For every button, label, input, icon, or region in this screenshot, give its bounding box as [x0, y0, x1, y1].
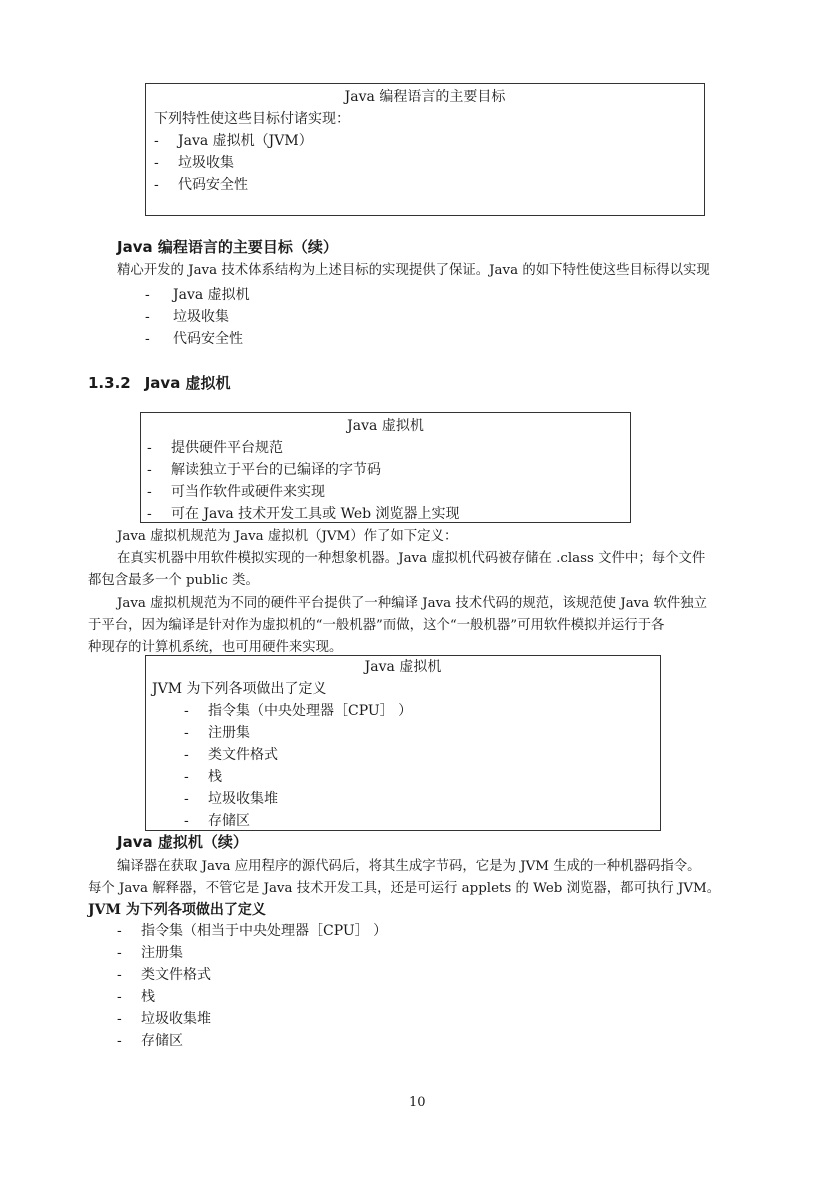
jvm-spec-intro: JVM 为下列各项做出了定义 [152, 681, 327, 697]
goals-box-title: Java 编程语言的主要目标 [344, 89, 506, 105]
jvm-spec-title: Java 虚拟机 [364, 659, 442, 675]
goals-box-intro: 下列特性使这些目标付诸实现： [154, 111, 350, 127]
goals-cont-item: - 代码安全性 [145, 328, 243, 350]
bullet-dash: - [184, 791, 189, 807]
goals-box-item: - 垃圾收集 [146, 152, 704, 174]
bullet-dash: - [184, 769, 189, 785]
jvm-def-p2-line3: 种现存的计算机系统，也可用硬件来实现。 [88, 640, 343, 655]
bullet-dash: - [117, 1011, 122, 1027]
jvm-def-intro: Java 虚拟机规范为 Java 虚拟机（JVM）作了如下定义： [117, 529, 458, 544]
jvm-cont-heading: Java 虚拟机（续） [117, 833, 248, 851]
goals-box-item: - 代码安全性 [146, 174, 704, 196]
jvm-def-p1-line1: 在真实机器中用软件模拟实现的一种想象机器。Java 虚拟机代码被存储在 .class 文件中；每个文件 [117, 551, 706, 566]
bullet-dash: - [117, 1033, 122, 1049]
bullet-dash: - [145, 309, 150, 325]
jvm-spec-item: - 存储区 [146, 810, 660, 832]
jvm-cont-item: - 注册集 [117, 942, 183, 964]
jvm-spec-item: - 栈 [146, 766, 660, 788]
jvm-summary-title: Java 虚拟机 [347, 418, 424, 434]
bullet-dash: - [154, 155, 159, 171]
jvm-spec-box [145, 655, 661, 831]
jvm-spec-item: - 注册集 [146, 722, 660, 744]
jvm-cont-p-line1: 编译器在获取 Java 应用程序的源代码后，将其生成字节码，它是为 JVM 生成的一种机器码指令。 [117, 859, 701, 874]
jvm-spec-item: - 指令集（中央处理器［CPU］ ） [146, 700, 660, 722]
bullet-dash: - [154, 177, 159, 193]
section-heading-1-3-2 [88, 372, 231, 393]
goals-cont-item: - Java 虚拟机 [145, 284, 250, 306]
goals-cont-item: - 垃圾收集 [145, 306, 229, 328]
jvm-cont-p-line2: 每个 Java 解释器，不管它是 Java 技术开发工具，还是可运行 applets 的 Web 浏览器，都可执行 JVM。 [88, 881, 721, 896]
bullet-dash: - [184, 813, 189, 829]
jvm-def-p2-line1: Java 虚拟机规范为不同的硬件平台提供了一种编译 Java 技术代码的规范，该规范使 Java 软件独立 [117, 596, 708, 611]
goals-cont-paragraph: 精心开发的 Java 技术体系结构为上述目标的实现提供了保证。Java 的如下特性使这些目标得以实现 [117, 263, 710, 278]
bullet-dash: - [147, 484, 152, 500]
section-title: Java 虚拟机 [144, 374, 231, 392]
jvm-cont-item: - 垃圾收集堆 [117, 1008, 211, 1030]
jvm-spec-item: - 类文件格式 [146, 744, 660, 766]
goals-box [145, 83, 705, 216]
jvm-summary-item: - 可在 Java 技术开发工具或 Web 浏览器上实现 [141, 503, 630, 525]
bullet-dash: - [117, 967, 122, 983]
jvm-summary-item: - 可当作软件或硬件来实现 [141, 481, 630, 503]
goals-box-item: - Java 虚拟机（JVM） [146, 130, 704, 152]
bullet-dash: - [154, 133, 159, 149]
bullet-dash: - [117, 945, 122, 961]
jvm-def-p1-line2: 都包含最多一个 public 类。 [88, 573, 259, 588]
bullet-dash: - [147, 440, 152, 456]
bullet-dash: - [117, 923, 122, 939]
bullet-dash: - [184, 725, 189, 741]
jvm-cont-item: - 类文件格式 [117, 964, 211, 986]
bullet-dash: - [147, 462, 152, 478]
bullet-dash: - [147, 506, 152, 522]
jvm-summary-item: - 解读独立于平台的已编译的字节码 [141, 459, 630, 481]
jvm-cont-item: - 存储区 [117, 1030, 183, 1052]
bullet-dash: - [184, 747, 189, 763]
page-number: 10 [409, 1095, 426, 1110]
jvm-summary-item: - 提供硬件平台规范 [141, 437, 630, 459]
bullet-dash: - [117, 989, 122, 1005]
jvm-spec-item: - 垃圾收集堆 [146, 788, 660, 810]
jvm-def-p2-line2: 于平台，因为编译是针对作为虚拟机的“一般机器”而做，这个“一般机器”可用软件模拟并运行于各 [88, 618, 665, 633]
jvm-summary-box [140, 412, 631, 523]
section-number: 1.3.2 [88, 374, 131, 392]
jvm-cont-subheading: JVM 为下列各项做出了定义 [88, 902, 266, 918]
bullet-dash: - [184, 703, 189, 719]
jvm-cont-item: - 指令集（相当于中央处理器［CPU］ ） [117, 920, 387, 942]
goals-cont-heading: Java 编程语言的主要目标（续） [117, 238, 338, 256]
bullet-dash: - [145, 331, 150, 347]
bullet-dash: - [145, 287, 150, 303]
jvm-cont-item: - 栈 [117, 986, 155, 1008]
